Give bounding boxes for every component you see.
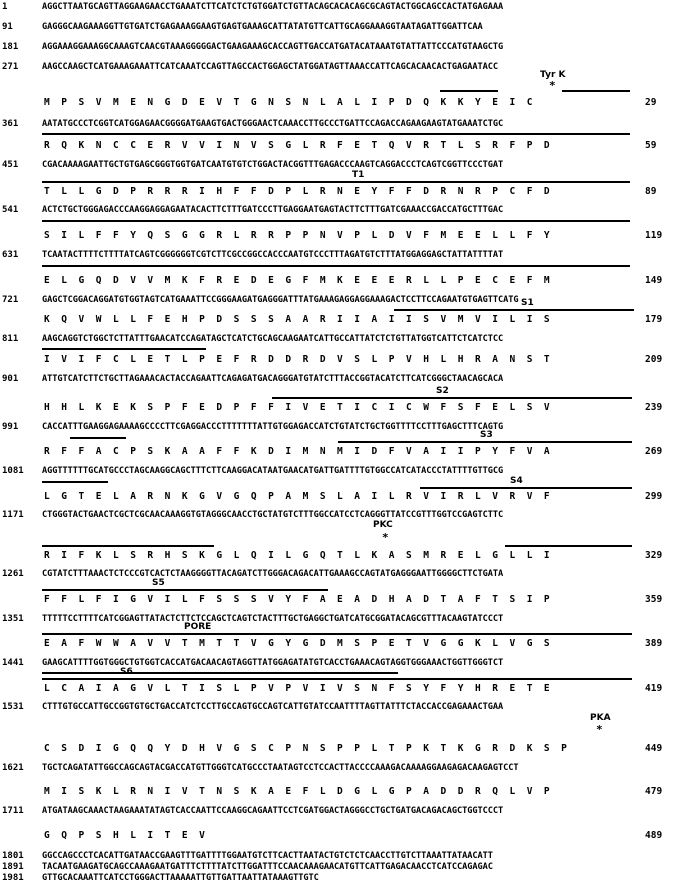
s5-segment-bar bbox=[505, 545, 632, 547]
t1-domain-bar bbox=[42, 181, 630, 183]
line-number: 1441 bbox=[2, 658, 24, 668]
amino-acid-line: T L L G D P R R R I H F F D P L R N E Y F F D R N R P C F D bbox=[44, 186, 551, 197]
line-number: 1981 bbox=[2, 873, 24, 883]
dna-sequence-line: GAAGCATTTTGGTGGGCTGTGGTCACCATGACAACAGTAGGTTATGGAGATATGTCACCTGAAACAGTAGGTGGGAAACTGGTTGGGTCT bbox=[42, 658, 504, 668]
line-number: 721 bbox=[2, 295, 19, 305]
s1-segment-bar bbox=[394, 309, 634, 311]
s1-segment-label: S1 bbox=[521, 298, 534, 308]
dna-sequence-line: AATATGCCCTCGGTCATGGAGAACGGGGATGAAGTGACTGGGAACTCAAACCTTGCCCTGATTCCAGACCAGAAGAAGTATGAAATCTGC bbox=[42, 119, 504, 129]
dna-sequence-line: TGCTCAGATATTGGCCAGCAGTACGACCATGTTGGGTCATGCCCTAATAGTCCTCCACTTACCCCAAAGACAAAAGGAAGAGACAAGAGTCCT bbox=[42, 763, 519, 773]
amino-acid-line: L C A I A G V L T I S L P V P V I V S N F S Y F Y H R E T E bbox=[44, 683, 551, 694]
dna-sequence-line: AGGAAAGGAAAGGCAAAGTCAACGTAAAGGGGGACTGAAGAAAGCACCAGTTGACCATGATACATAAATGTATTATTCCCATGTAAGCTG bbox=[42, 42, 504, 52]
phosphorylation-site-marker: * bbox=[382, 531, 389, 544]
dna-sequence-line: AAGCAGGTCTGGCTCTTATTTGAACATCCAGATAGCTCATCTGCAGCAAGAATCATTGCCATTATCTCTGTTATGGTCATTCTCATCTCC bbox=[42, 334, 504, 344]
s5-segment-label: S5 bbox=[152, 578, 165, 588]
dna-sequence-line: AGGCTTAATGCAGTTAGGAAGAACCTGAAATCTTCATCTCTGTGGATCTGTTACAGCACACAGCGCAGTACTGGCAGCCACTATGAGAAA bbox=[42, 2, 504, 12]
s3-segment-bar bbox=[338, 441, 632, 443]
dna-sequence-line: CGTATCTTTAAACTCTCCCGTCACTCTAAGGGGTTACAGATCTTGGGACAGACATTGAAAGCCAGTATGAGGGAATTGGGGCTTCTGATA bbox=[42, 569, 504, 579]
line-number: 901 bbox=[2, 374, 19, 384]
s4-segment-bar-continued bbox=[42, 545, 214, 547]
dna-sequence-line: TTTTTCCTTTTCATCGGAGTTATACTCTTCTCCAGCTCAGTCTACTTTGCTGAGGCTGATCATGCGGATACAGCGTTTACAAGTATCCCT bbox=[42, 614, 504, 624]
line-number: 1891 bbox=[2, 862, 24, 872]
pore-region-bar-continued bbox=[42, 672, 398, 674]
s2-segment-bar bbox=[272, 397, 632, 399]
s4-segment-label: S4 bbox=[510, 476, 523, 486]
residue-number: 29 bbox=[645, 97, 657, 108]
residue-number: 329 bbox=[645, 550, 663, 561]
amino-acid-line: R I F K L S R H S K G L Q I L G Q T L K A S M R E L G L L I bbox=[44, 550, 551, 561]
dna-sequence-line: CTGGGTACTGAACTCGCTCGCAACAAAGGTGTAGGGCAACCTGCTATGTCTTTGGCCATCCTCAGGGTTATCCGTTTGGTCCGAGTCTTC bbox=[42, 510, 504, 520]
dna-sequence-line: TACAATGAAGATGCAGCCAAAGAATGATTTCTTTTATCTTGGATTTCCAACAAAGAACATGTTCATTGAGACAACCTCATCCAGAGAC bbox=[42, 862, 493, 872]
residue-number: 59 bbox=[645, 140, 657, 151]
s2-segment-bar-continued bbox=[70, 437, 126, 439]
dna-sequence-line: GTTGCACAAATTCATCCTGGGACTTAAAAATTGTTGATTAATTATAAAGTTGTC bbox=[42, 873, 319, 883]
line-number: 631 bbox=[2, 250, 19, 260]
line-number: 271 bbox=[2, 62, 19, 72]
s4-segment-bar bbox=[420, 487, 632, 489]
residue-number: 149 bbox=[645, 275, 663, 286]
s6-segment-label: S6 bbox=[120, 667, 133, 677]
s1-segment-bar-continued bbox=[42, 348, 206, 350]
residue-number: 269 bbox=[645, 446, 663, 457]
residue-number: 389 bbox=[645, 638, 663, 649]
phosphorylation-site-marker: * bbox=[596, 723, 603, 736]
residue-number: 449 bbox=[645, 743, 663, 754]
s2-segment-label: S2 bbox=[436, 386, 449, 396]
dna-sequence-line: CACCATTTGAAGGAGAAAAGCCCCTTCGAGGACCCTTTTTTTATTGTGGAGACCATCTGTATCTGCTGGTTTTCCTTTGAGCTTTCAGTG bbox=[42, 422, 504, 432]
amino-acid-line: R F F A C P S K A A F F K D I M N M I D F V A I I P Y F V A bbox=[44, 446, 551, 457]
dna-sequence-line: CTTTGTGCCATTGCCGGTGTGCTGACCATCTCCTTGCCAGTGCCAGTCATTGTATCCAATTTTAGTTATTTCTACCACCGAGAAACTGAA bbox=[42, 702, 504, 712]
residue-number: 209 bbox=[645, 354, 663, 365]
residue-number: 479 bbox=[645, 786, 663, 797]
line-number: 361 bbox=[2, 119, 19, 129]
dna-sequence-line: AAGCCAAGCTCATGAAAGAAATTCATCAAATCCAGTTAGCCACTGGAGCTATGGATAGTTAAACCATTCAGCACAACACTGAGAATACC bbox=[42, 62, 499, 72]
dna-sequence-line: GAGGGCAAGAAAGGTTGTGATCTGAGAAAGGAAGTGAGTGAAAGCATTATATGTTCATTGCAGGAAAGGTAATAGATTGGATTCAA bbox=[42, 22, 483, 32]
dna-sequence-line: GGCCAGCCCTCACATTGATAACCGAAGTTTGATTTTGGAATGTCTTCACTTAATACTGTCTCTCAACCTTGTCTTAAATTATAACATT bbox=[42, 851, 493, 861]
line-number: 1801 bbox=[2, 851, 24, 861]
s3-segment-bar-continued bbox=[42, 481, 108, 483]
line-number: 181 bbox=[2, 42, 19, 52]
line-number: 1621 bbox=[2, 763, 24, 773]
segment-bar bbox=[562, 90, 630, 92]
amino-acid-line: M I S K L R N I V T N S K A E F L D G L G P A D D R Q L V P bbox=[44, 786, 551, 797]
amino-acid-line: I V I F C L E T L P E F R D D R D V S L P V H L H R A N S T bbox=[44, 354, 551, 365]
line-number: 1081 bbox=[2, 466, 24, 476]
line-number: 541 bbox=[2, 205, 19, 215]
line-number: 1531 bbox=[2, 702, 24, 712]
amino-acid-line: E L G Q D V V M K F R E D E G F M K E E E R L L P E C E F M bbox=[44, 275, 551, 286]
line-number: 991 bbox=[2, 422, 19, 432]
dna-sequence-line: AGGTTTTTTGCATGCCCTAGCAAGGCAGCTTTCTTCAAGGACATAATGAACATGATTGATTTTGTGGCCATCATACCCTATTTTGTTGCG bbox=[42, 466, 504, 476]
amino-acid-line: C S D I G Q Q Y D H V G S C P N S P P L T P K T K G R D K S P bbox=[44, 743, 568, 754]
dna-sequence-line: TCAATACTTTTCTTTTATCAGTCGGGGGGTCGTCTTCGCCGGCCACCCAATGTCCCTTTAGATGTCTTTATGGAGGAGCTATTATTTTAT bbox=[42, 250, 504, 260]
amino-acid-line: R Q K N C C E R V V I N V S G L R F E T Q V R T L S R F P D bbox=[44, 140, 551, 151]
dna-sequence-line: ATGATAAGCAAACTAAGAAATATAGTCACCAATTCCAAGGCAGAATTCCTCGATGGACTAGGGCCTGCTGATGACAGACAGCTGGTCCCT bbox=[42, 806, 504, 816]
line-number: 451 bbox=[2, 160, 19, 170]
residue-number: 489 bbox=[645, 830, 663, 841]
s5-segment-bar-continued bbox=[42, 589, 328, 591]
segment-bar bbox=[42, 220, 630, 222]
segment-bar bbox=[440, 90, 498, 92]
dna-sequence-line: GAGCTCGGACAGGATGTGGTAGTCATGAAATTCCGGGAAGATGAGGGATTTATGAAAGAGGAGGAAAGACTCCTTCCAGAATGTGAGTTCATG bbox=[42, 295, 519, 305]
line-number: 1261 bbox=[2, 569, 24, 579]
s3-segment-label: S3 bbox=[480, 430, 493, 440]
tyr-kinase-site-label: Tyr K bbox=[540, 70, 566, 80]
dna-sequence-line: ACTCTGCTGGGAGACCCAAGGAGGAGAATACACTTCTTTGATCCCTTGAGGAATGAGTACTTCTTTGATCGAAACCGACCATGCTTTGAC bbox=[42, 205, 504, 215]
pkc-site-label: PKC bbox=[373, 520, 393, 530]
amino-acid-line: S I L F F Y Q S G G R L R R P P N V P L D V F M E E L L F Y bbox=[44, 230, 551, 241]
dna-sequence-line: CGACAAAAGAATTGCTGTGAGCGGGTGGTGATCAATGTGTCTGGACTACGGTTTGAGACCCAAGTCAGGACCCTCAGTCGGTTCCCTGAT bbox=[42, 160, 504, 170]
pore-region-label: PORE bbox=[184, 622, 212, 632]
pore-region-bar bbox=[42, 633, 632, 635]
amino-acid-line: H H L K E K S P F E D P F F I V E T I C I C W F S F E L S V bbox=[44, 402, 551, 413]
amino-acid-line: G Q P S H L I T E V bbox=[44, 830, 206, 841]
dna-sequence-line: ATTGTCATCTTCTGCTTAGAAACACTACCAGAATTCAGAGATGACAGGGATGTATCTTTACCGGTACATCTTCATCGGGCTAACAGCACA bbox=[42, 374, 504, 384]
residue-number: 299 bbox=[645, 491, 663, 502]
residue-number: 89 bbox=[645, 186, 657, 197]
residue-number: 359 bbox=[645, 594, 663, 605]
s6-segment-bar bbox=[42, 678, 632, 680]
pka-site-label: PKA bbox=[590, 713, 611, 723]
amino-acid-line: F F L F I G V I L F S S S V Y F A E A D H A D T A F T S I P bbox=[44, 594, 551, 605]
residue-number: 179 bbox=[645, 314, 663, 325]
line-number: 811 bbox=[2, 334, 19, 344]
residue-number: 239 bbox=[645, 402, 663, 413]
line-number: 91 bbox=[2, 22, 13, 32]
line-number: 1351 bbox=[2, 614, 24, 624]
segment-bar bbox=[42, 133, 630, 135]
residue-number: 119 bbox=[645, 230, 663, 241]
amino-acid-line: L G T E L A R N K G V G Q P A M S L A I L R V I R L V R V F bbox=[44, 491, 551, 502]
amino-acid-line: M P S V M E N G D E V T G N S N L A L I P D Q K K Y E I C bbox=[44, 97, 534, 108]
t1-domain-label: T1 bbox=[352, 170, 365, 180]
line-number: 1711 bbox=[2, 806, 24, 816]
segment-bar bbox=[42, 265, 630, 267]
amino-acid-line: K Q V W L L F E H P D S S S A A R I I A I I S V M V I L I S bbox=[44, 314, 551, 325]
line-number: 1171 bbox=[2, 510, 24, 520]
line-number: 1 bbox=[2, 2, 8, 12]
amino-acid-line: E A F W W A V V T M T T V G Y G D M S P E T V G G K L V G S bbox=[44, 638, 551, 649]
residue-number: 419 bbox=[645, 683, 663, 694]
phosphorylation-site-marker: * bbox=[549, 79, 556, 92]
